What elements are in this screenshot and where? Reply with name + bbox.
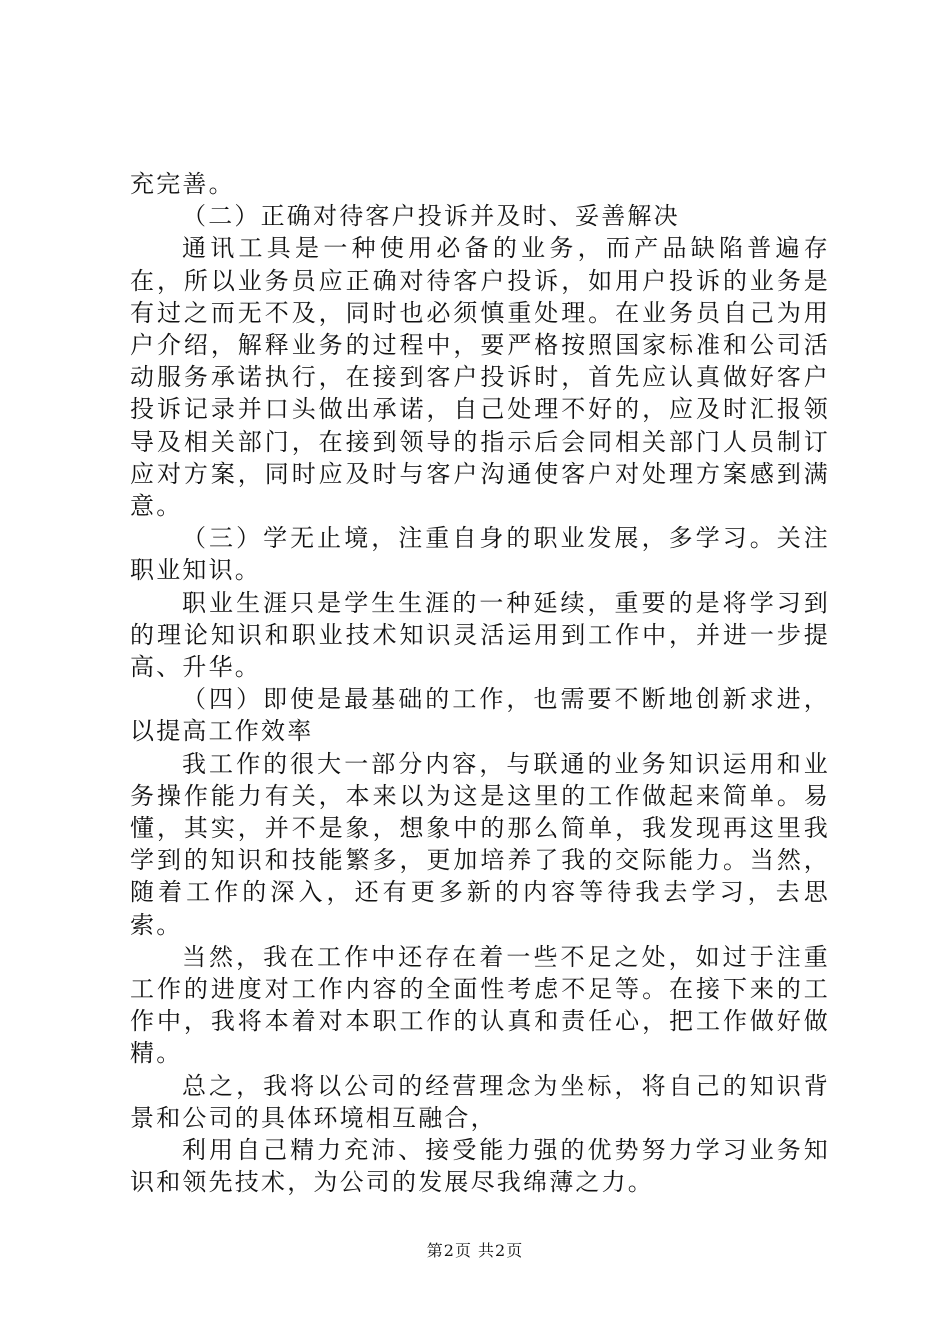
paragraph-9: 总之，我将以公司的经营理念为坐标，将自己的知识背景和公司的具体环境相互融合，	[130, 1071, 830, 1132]
paragraph-8: 当然，我在工作中还存在着一些不足之处，如过于注重工作的进度对工作内容的全面性考虑不足等。在接下来的工作中，我将本着对本职工作的认真和责任心，把工作做好做精。	[130, 942, 830, 1068]
document-body	[130, 168, 830, 1199]
paragraph-3: 通讯工具是一种使用必备的业务，而产品缺陷普遍存在，所以业务员应正确对待客户投诉，如用户投诉的业务是有过之而无不及，同时也必须慎重处理。在业务员自己为用户介绍，解释业务的过程中，要严格按照国家标准和公司活动服务承诺执行，在接到客户投诉时，首先应认真做好客户投诉记录并口头做出承诺，自己处理不好的，应及时汇报领导及相关部门，在接到领导的指示后会同相关部门人员制订应对方案，同时应及时与客户沟通使客户对处理方案感到满意。	[130, 234, 830, 521]
section-heading-2: （二）正确对待客户投诉并及时、妥善解决	[182, 202, 680, 231]
section-heading-4: （四）即使是最基础的工作，也需要不断地创新求进，以提高工作效率	[130, 685, 830, 746]
section-heading-3: （三）学无止境，注重自身的职业发展，多学习。关注职业知识。	[130, 524, 830, 585]
paragraph-5: 职业生涯只是学生生涯的一种延续，重要的是将学习到的理论知识和职业技术知识灵活运用到工作中，并进一步提高、升华。	[130, 588, 830, 682]
paragraph-1: 充完善。	[130, 170, 235, 198]
page-footer: 第2页 共2页	[426, 1241, 524, 1260]
paragraph-10: 利用自己精力充沛、接受能力强的优势努力学习业务知识和领先技术，为公司的发展尽我绵薄之力。	[130, 1136, 830, 1197]
paragraph-7: 我工作的很大一部分内容，与联通的业务知识运用和业务操作能力有关，本来以为这是这里的工作做起来简单。易懂，其实，并不是象，想象中的那么简单，我发现再这里我学到的知识和技能繁多，更加培养了我的交际能力。当然，随着工作的深入，还有更多新的内容等待我去学习，去思索。	[130, 749, 830, 939]
